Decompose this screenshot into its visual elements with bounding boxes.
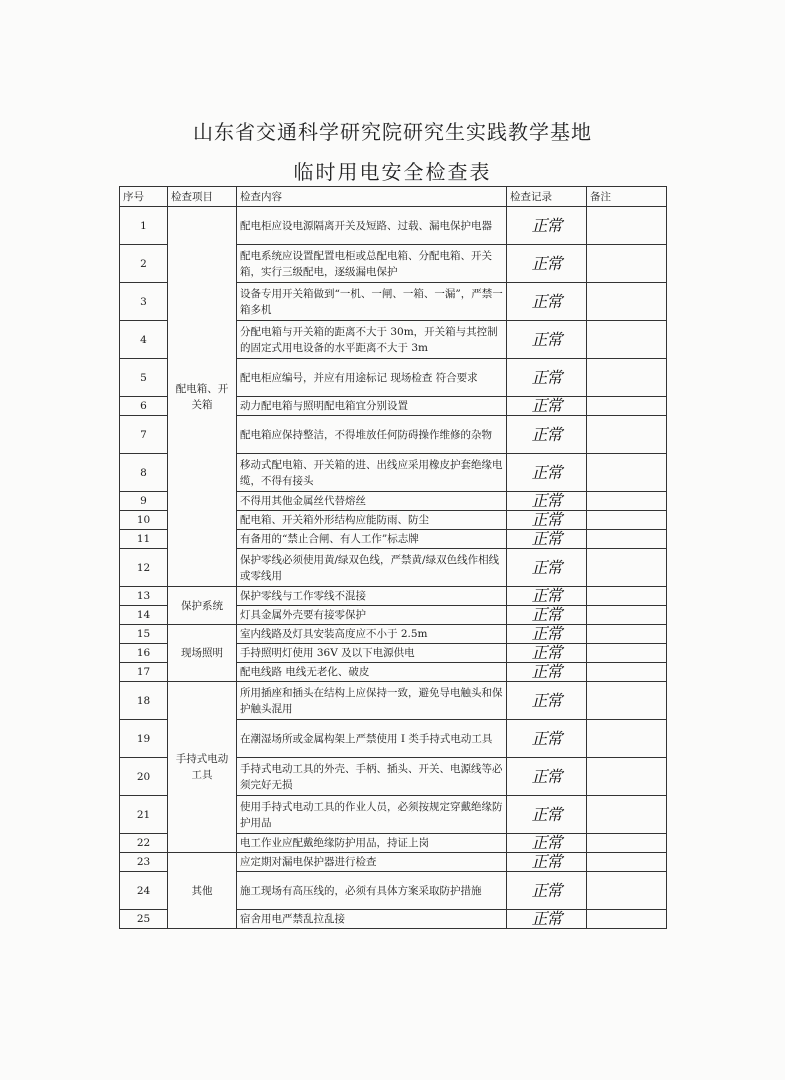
row-number: 10 [120,511,168,530]
remark-cell [587,549,667,587]
row-number: 13 [120,587,168,606]
remark-cell [587,245,667,283]
check-record: 正常 [507,720,587,758]
check-content: 使用手持式电动工具的作业人员，必须按规定穿戴绝缘防护用品 [237,796,507,834]
table-row [120,587,667,606]
remark-cell [587,530,667,549]
check-record: 正常 [507,910,587,929]
remark-cell [587,796,667,834]
check-content: 动力配电箱与照明配电箱宜分别设置 [237,397,507,416]
check-record: 正常 [507,758,587,796]
check-content: 设备专用开关箱做到“一机、一闸、一箱、一漏”，严禁一箱多机 [237,283,507,321]
table-row [120,853,667,872]
check-content: 电工作业应配戴绝缘防护用品，持证上岗 [237,834,507,853]
table-row [120,207,667,245]
check-record: 正常 [507,872,587,910]
check-record: 正常 [507,207,587,245]
check-record: 正常 [507,530,587,549]
table-row [120,682,667,720]
check-content: 有备用的“禁止合闸、有人工作”标志牌 [237,530,507,549]
check-content: 所用插座和插头在结构上应保持一致，避免导电触头和保护触头混用 [237,682,507,720]
check-record: 正常 [507,454,587,492]
remark-cell [587,853,667,872]
document-title: 山东省交通科学研究院研究生实践教学基地 [193,120,592,144]
remark-cell [587,587,667,606]
check-content: 手持式电动工具的外壳、手柄、插头、开关、电源线等必须完好无损 [237,758,507,796]
category-others: 其他 [168,853,237,929]
remark-cell [587,910,667,929]
row-number: 19 [120,720,168,758]
remark-cell [587,283,667,321]
column-header-remark: 备注 [587,187,667,207]
check-record: 正常 [507,682,587,720]
remark-cell [587,758,667,796]
remark-cell [587,359,667,397]
check-record: 正常 [507,796,587,834]
row-number: 9 [120,492,168,511]
remark-cell [587,625,667,644]
row-number: 12 [120,549,168,587]
row-number: 17 [120,663,168,682]
check-record: 正常 [507,359,587,397]
remark-cell [587,454,667,492]
row-number: 7 [120,416,168,454]
check-content: 配电线路 电线无老化、破皮 [237,663,507,682]
row-number: 2 [120,245,168,283]
check-content: 应定期对漏电保护器进行检查 [237,853,507,872]
check-record: 正常 [507,397,587,416]
column-header-record: 检查记录 [507,187,587,207]
check-record: 正常 [507,834,587,853]
remark-cell [587,644,667,663]
column-header-item: 检查项目 [168,187,237,207]
check-content: 配电箱应保持整洁，不得堆放任何防碍操作维修的杂物 [237,416,507,454]
remark-cell [587,606,667,625]
check-record: 正常 [507,853,587,872]
check-content: 灯具金属外壳要有接零保护 [237,606,507,625]
row-number: 4 [120,321,168,359]
check-content: 配电柜应设电源隔离开关及短路、过载、漏电保护电器 [237,207,507,245]
check-record: 正常 [507,245,587,283]
check-content: 保护零线与工作零线不混接 [237,587,507,606]
remark-cell [587,416,667,454]
remark-cell [587,872,667,910]
check-record: 正常 [507,606,587,625]
table-header-row [120,187,667,207]
row-number: 8 [120,454,168,492]
row-number: 20 [120,758,168,796]
row-number: 18 [120,682,168,720]
row-number: 14 [120,606,168,625]
check-content: 宿舍用电严禁乱拉乱接 [237,910,507,929]
remark-cell [587,207,667,245]
check-content: 配电柜应编号，并应有用途标记 现场检查 符合要求 [237,359,507,397]
check-record: 正常 [507,511,587,530]
check-content: 配电系统应设置配置电柜或总配电箱、分配电箱、开关箱，实行三级配电，逐级漏电保护 [237,245,507,283]
row-number: 6 [120,397,168,416]
remark-cell [587,511,667,530]
column-header-content: 检查内容 [237,187,507,207]
remark-cell [587,663,667,682]
check-record: 正常 [507,321,587,359]
check-content: 分配电箱与开关箱的距离不大于 30m，开关箱与其控制的固定式用电设备的水平距离不大于 3m [237,321,507,359]
check-record: 正常 [507,549,587,587]
row-number: 11 [120,530,168,549]
category-distribution-box: 配电箱、开关箱 [168,207,237,587]
check-content: 配电箱、开关箱外形结构应能防雨、防尘 [237,511,507,530]
check-record: 正常 [507,492,587,511]
check-content: 室内线路及灯具安装高度应不小于 2.5m [237,625,507,644]
check-record: 正常 [507,625,587,644]
row-number: 1 [120,207,168,245]
remark-cell [587,397,667,416]
row-number: 16 [120,644,168,663]
remark-cell [587,492,667,511]
inspection-table [119,186,667,929]
check-content: 保护零线必须使用黄/绿双色线，严禁黄/绿双色线作相线或零线用 [237,549,507,587]
column-header-no: 序号 [120,187,168,207]
remark-cell [587,321,667,359]
row-number: 21 [120,796,168,834]
row-number: 15 [120,625,168,644]
check-content: 不得用其他金属丝代替熔丝 [237,492,507,511]
check-record: 正常 [507,416,587,454]
remark-cell [587,682,667,720]
check-content: 移动式配电箱、开关箱的进、出线应采用橡皮护套绝缘电缆，不得有接头 [237,454,507,492]
row-number: 22 [120,834,168,853]
category-handheld-tools: 手持式电动工具 [168,682,237,853]
document-subtitle: 临时用电安全检查表 [293,160,492,184]
check-record: 正常 [507,587,587,606]
row-number: 24 [120,872,168,910]
row-number: 5 [120,359,168,397]
table-row [120,625,667,644]
category-protection-system: 保护系统 [168,587,237,625]
category-site-lighting: 现场照明 [168,625,237,682]
row-number: 25 [120,910,168,929]
check-content: 手持照明灯使用 36V 及以下电源供电 [237,644,507,663]
check-content: 在潮湿场所或金属构架上严禁使用 I 类手持式电动工具 [237,720,507,758]
check-record: 正常 [507,663,587,682]
check-record: 正常 [507,283,587,321]
check-content: 施工现场有高压线的，必须有具体方案采取防护措施 [237,872,507,910]
remark-cell [587,720,667,758]
row-number: 3 [120,283,168,321]
check-record: 正常 [507,644,587,663]
remark-cell [587,834,667,853]
row-number: 23 [120,853,168,872]
